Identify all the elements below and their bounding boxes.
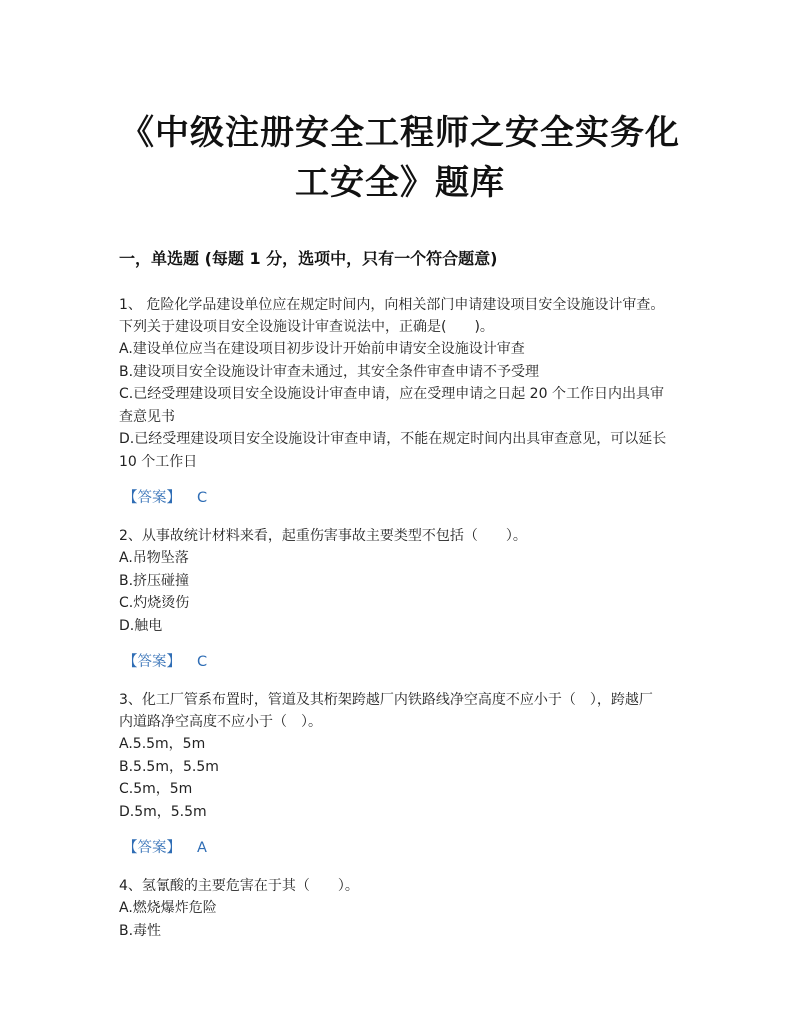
option-line: B.5.5m，5.5m — [119, 758, 219, 775]
question-block — [119, 525, 684, 673]
question-list — [119, 294, 684, 942]
question-block — [119, 294, 684, 509]
question-stem-line: 1、 危险化学品建设单位应在规定时间内，向相关部门申请建设项目安全设施设计审查。 — [119, 297, 665, 313]
answer-line — [119, 837, 684, 859]
option-line: A.吊物坠落 — [119, 550, 189, 566]
title-line-1: 《中级注册安全工程师之安全实务化 — [120, 113, 680, 153]
question-stem-line: 4、氢氰酸的主要危害在于其（ ）。 — [119, 878, 359, 894]
title-line-2: 工安全》题库 — [295, 163, 505, 203]
answer-value: C — [197, 490, 208, 506]
option-line: 10 个工作日 — [119, 453, 198, 470]
option-line: D.触电 — [119, 617, 163, 634]
section-heading: 一，单选题 (每题 1 分，选项中，只有一个符合题意) — [119, 249, 498, 268]
answer-line — [119, 651, 684, 673]
option-line: A.5.5m，5m — [119, 736, 206, 752]
option-line: B.挤压碰撞 — [119, 572, 190, 589]
answer-value: C — [197, 654, 208, 670]
options-list — [119, 547, 684, 637]
option-line: A.燃烧爆炸危险 — [119, 900, 217, 916]
answer-label: 【答案】 — [123, 490, 181, 506]
answer-label: 【答案】 — [123, 840, 181, 856]
question-stem-line: 2、从事故统计材料来看，起重伤害事故主要类型不包括（ ）。 — [119, 528, 527, 544]
question-stem-line: 下列关于建设项目安全设施设计审查说法中，正确是( )。 — [119, 319, 494, 335]
option-line: C.已经受理建设项目安全设施设计审查申请，应在受理申请之日起 20 个工作日内出具审 — [119, 386, 664, 402]
question-stem-line: 内道路净空高度不应小于（ ）。 — [119, 714, 322, 730]
question-block — [119, 689, 684, 859]
document-title — [100, 108, 700, 208]
question-stem-line: 3、化工厂管系布置时，管道及其桁架跨越厂内铁路线净空高度不应小于（ ），跨越厂 — [119, 692, 653, 708]
option-line: A.建设单位应当在建设项目初步设计开始前申请安全设施设计审查 — [119, 341, 525, 357]
answer-value: A — [197, 840, 207, 856]
option-line: D.5m，5.5m — [119, 803, 207, 820]
options-list — [119, 733, 684, 823]
options-list — [119, 338, 684, 473]
answer-label: 【答案】 — [123, 654, 181, 670]
option-line: C.5m，5m — [119, 781, 193, 797]
option-line: D.已经受理建设项目安全设施设计审查申请，不能在规定时间内出具审查意见，可以延长 — [119, 431, 667, 447]
option-line: 查意见书 — [119, 408, 175, 425]
option-line: B.毒性 — [119, 922, 162, 939]
question-block — [119, 875, 684, 942]
options-list — [119, 897, 684, 942]
answer-line — [119, 487, 684, 509]
option-line: B.建设项目安全设施设计审查未通过，其安全条件审查申请不予受理 — [119, 363, 540, 380]
option-line: C.灼烧烫伤 — [119, 595, 190, 611]
